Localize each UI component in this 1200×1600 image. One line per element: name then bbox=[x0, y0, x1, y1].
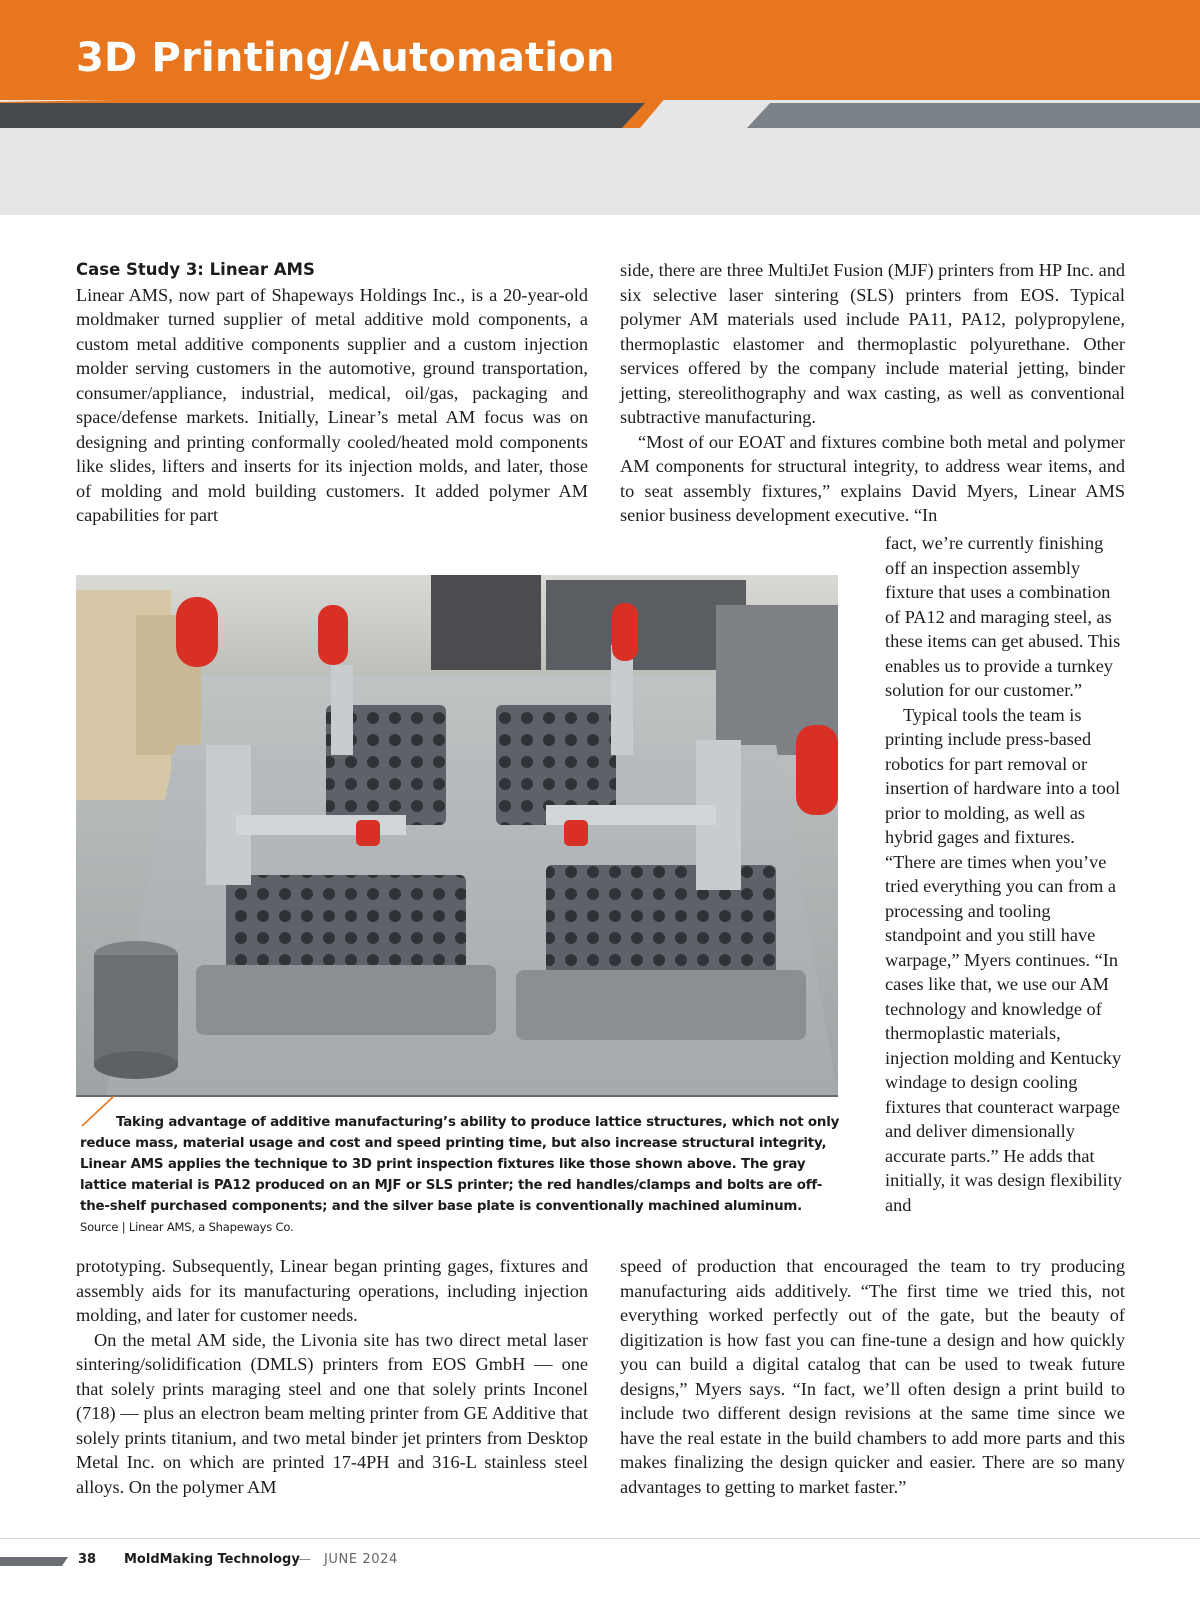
paragraph: Linear AMS, now part of Shapeways Holdings Inc., is a 20-year-old moldmaker turned supplier of metal additive mold components, a custom metal additive components supplier and a custom injection molder serving customers in the automotive, ground transportation, consumer/appliance, industrial, medical, oil/gas, packaging and space/defense markets. Initially, Linear’s metal AM focus was on designing and printing conformally cooled/heated mold components like slides, lifters and inserts for its injection molds, and later, those of molding and mold building customers. It added polymer AM capabilities for part bbox=[76, 284, 588, 525]
case-study-subhead: Case Study 3: Linear AMS bbox=[76, 260, 315, 279]
paragraph: fact, we’re currently finishing off an inspection assembly fixture that uses a combination of PA12 and maraging steel, as these items can get abused. This enables us to provide a turnkey solution for our customer.” bbox=[885, 533, 1121, 700]
fixture-photo-illustration bbox=[76, 575, 838, 1095]
paragraph: speed of production that encouraged the team to try producing manufacturing aids additively. “The first time we tried this, not everything worked perfectly out of the gate, but the beauty of digitization is how fast you can fine-tune a design and how quickly you can build a digital catalog that can be used to tweak future designs,” Myers says. “In fact, we’ll often design a print build to include two different design revisions at the same time since we have the real estate in the build chambers to add more parts and this makes finalizing the design quicker and easier. There are so many advantages to getting to market faster.” bbox=[620, 1256, 1125, 1497]
issue-date: JUNE 2024 bbox=[324, 1552, 398, 1567]
paragraph: prototyping. Subsequently, Linear began printing gages, fixtures and assembly aids for its manufacturing operations, including injection molding, and later for customer needs. bbox=[76, 1256, 588, 1325]
photo-source: Source | Linear AMS, a Shapeways Co. bbox=[80, 1220, 294, 1234]
section-title: 3D Printing/Automation bbox=[76, 35, 615, 81]
right-narrow-column bbox=[885, 531, 1125, 1217]
footer-rule bbox=[0, 1538, 1200, 1539]
paragraph: On the metal AM side, the Livonia site has two direct metal laser sintering/solidification (DMLS) printers from EOS GmbH — one that solely prints maraging steel and one that solely prints Inconel (718) — plus an electron beam melting printer from GE Additive that solely prints titanium, and two metal binder jet printers from Desktop Metal Inc. on which are printed 17-4PH and 316-L stainless steel alloys. On the polymer AM bbox=[76, 1329, 588, 1497]
paragraph: “Most of our EOAT and fixtures combine both metal and polymer AM components for structural integrity, to address wear items, and to seat assembly fixtures,” explains David Myers, Linear AMS senior business development executive. “In bbox=[620, 431, 1125, 525]
paragraph: Typical tools the team is printing include press-based robotics for part removal or insertion of hardware into a tool prior to molding, as well as hybrid gages and fixtures. “There are times when you’ve tried everything you can from a processing and tooling standpoint and you still have warpage,” Myers continues. “In cases like that, we use our AM technology and knowledge of thermoplastic materials, injection molding and Kentucky windage to design cooling fixtures that counteract warpage and deliver dimensionally accurate parts.” He adds that initially, it was design flexibility and bbox=[885, 704, 1122, 1215]
caption-text: Taking advantage of additive manufacturing’s ability to produce lattice structures, which not only reduce mass, material usage and cost and speed printing time, but also increase structural integrity, Linear AMS applies the technique to 3D print inspection fixtures like those shown above. The gray lattice material is PA12 produced on an MJF or SLS printer; the red handles/clamps and bolts are off-the-shelf purchased components; and the silver base plate is conventionally machined aluminum. bbox=[80, 1115, 840, 1214]
page-number: 38 bbox=[78, 1552, 97, 1567]
left-column-top bbox=[76, 258, 588, 528]
fixture-photo bbox=[76, 575, 838, 1097]
right-column-top bbox=[620, 258, 1125, 528]
photo-caption bbox=[80, 1112, 840, 1238]
right-column-bottom bbox=[620, 1254, 1125, 1499]
footer-bar-icon bbox=[0, 1557, 68, 1566]
header-stripes bbox=[0, 90, 1200, 130]
left-column-bottom bbox=[76, 1254, 588, 1499]
paragraph: side, there are three MultiJet Fusion (MJF) printers from HP Inc. and six selective laser sintering (SLS) printers from EOS. Typical polymer AM materials used include PA11, PA12, polypropylene, thermoplastic elastomer and thermoplastic polyurethane. Other services offered by the company include material jetting, binder jetting, stereolithography and wax casting, as well as conventional subtractive manufacturing. bbox=[620, 260, 1125, 427]
page-footer bbox=[0, 1552, 600, 1572]
publication-name: MoldMaking Technology bbox=[124, 1552, 300, 1567]
footer-separator: — bbox=[298, 1552, 311, 1567]
